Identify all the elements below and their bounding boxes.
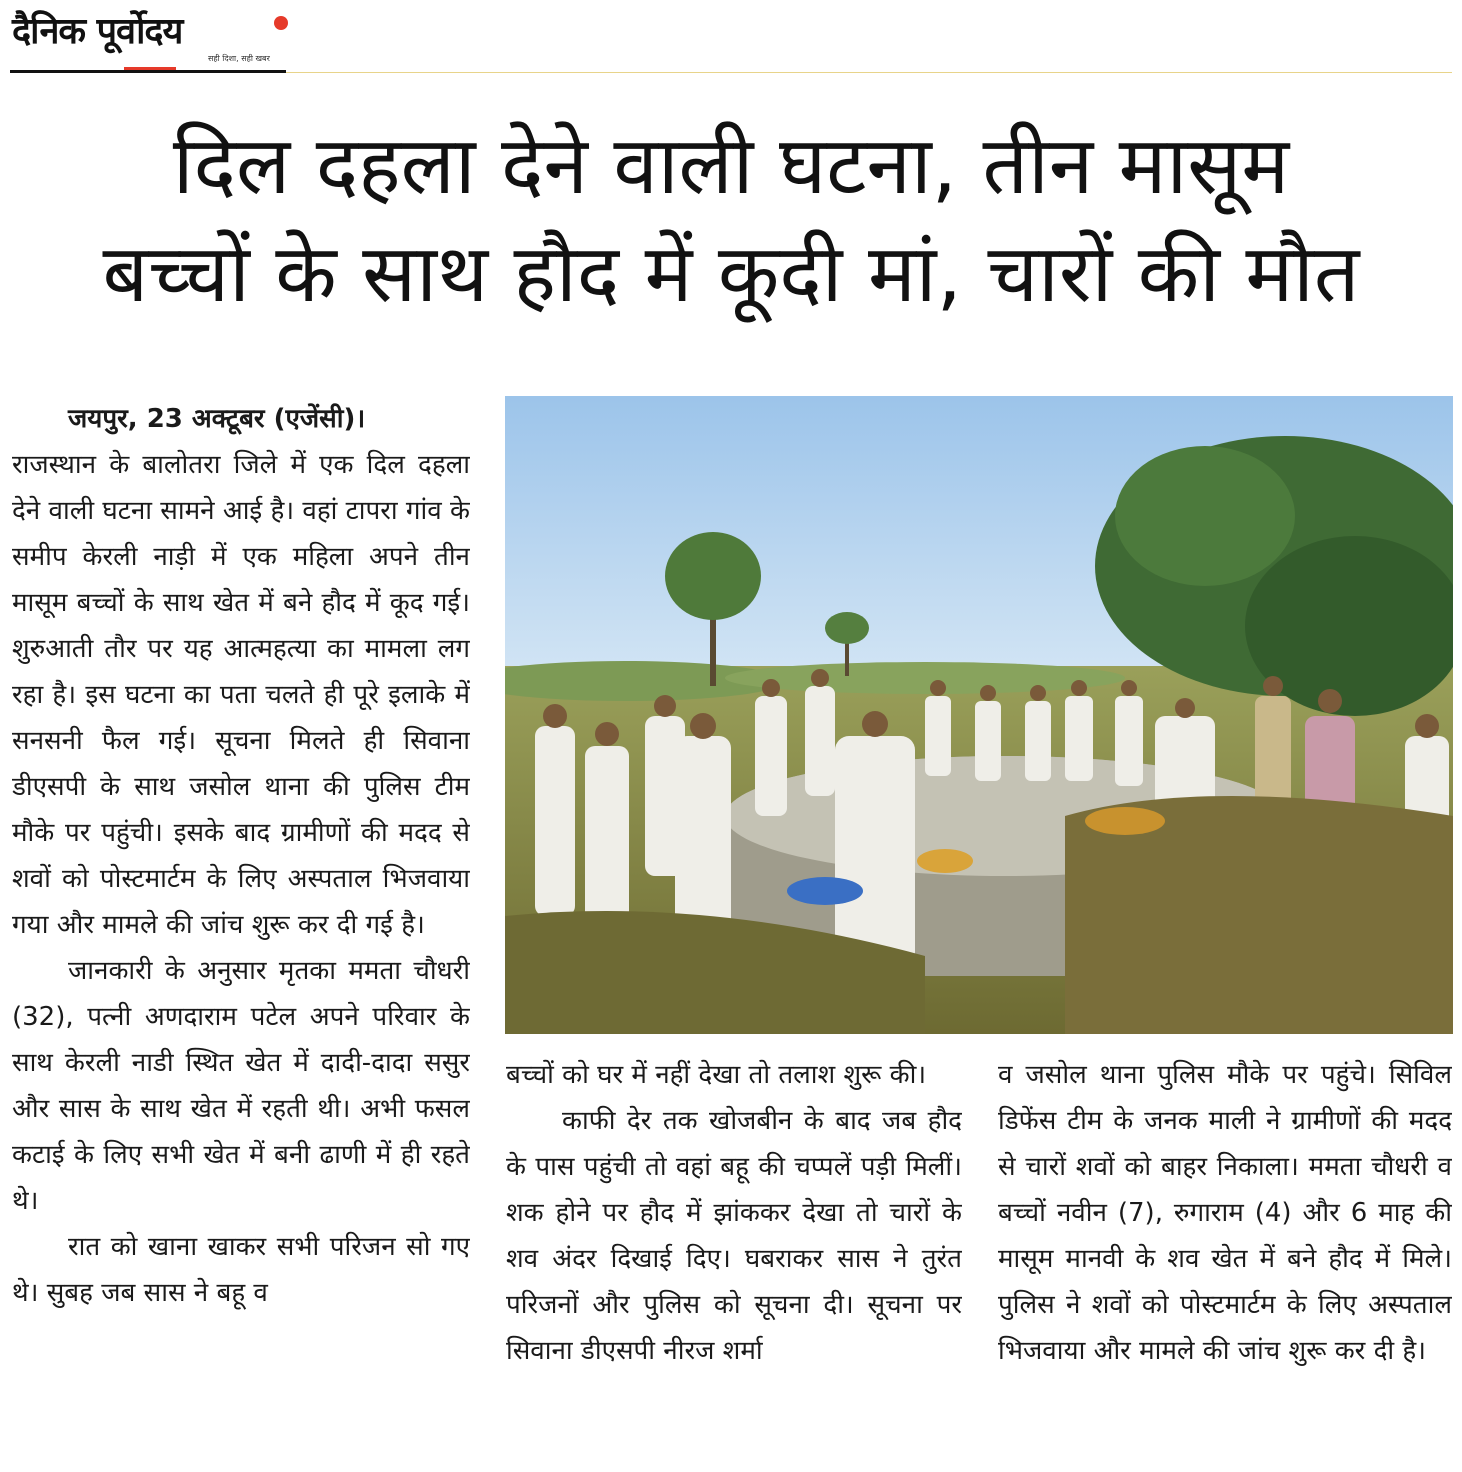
article-paragraph-6: व जसोल थाना पुलिस मौके पर पहुंचे। सिविल डिफेंस टीम के जनक माली ने ग्रामीणों की मदद से चारों शवों को बाहर निकाला। ममता चौधरी व बच्चों नवीन (7), रुगाराम (4) और 6 माह की मासूम मानवी के शव खेत में बने हौद में मिले। पुलिस ने शवों को पोस्टमार्टम के लिए अस्पताल भिजवाया और मामले की जांच शुरू कर दी है। [998, 1060, 1452, 1366]
article-paragraph-2: जानकारी के अनुसार मृतका ममता चौधरी (32), पत्नी अणदाराम पटेल अपने परिवार के साथ केरली नाडी स्थित खेत में दादी-दादा ससुर और सास के साथ खेत में रहती थी। अभी फसल कटाई के लिए सभी खेत में बनी ढाणी में ही रहते थे। [12, 956, 470, 1216]
article-column-left [12, 396, 470, 1466]
article-paragraph-1: राजस्थान के बालोतरा जिले में एक दिल दहला देने वाली घटना सामने आई है। वहां टापरा गांव के समीप केरली नाड़ी में एक महिला अपने तीन मासूम बच्चों के साथ खेत में बने हौद में कूद गई। शुरुआती तौर पर यह आत्महत्या का मामला लग रहा है। इस घटना का पता चलते ही पूरे इलाके में सनसनी फैल गई। सूचना मिलते ही सिवाना डीएसपी के साथ जसोल थाना की पुलिस टीम मौके पर पहुंची। इसके बाद ग्रामीणों की मदद से शवों को पोस्टमार्टम के लिए अस्पताल भिजवाया गया और मामले की जांच शुरू कर दी गई है। [12, 450, 470, 940]
newspaper-masthead [12, 8, 284, 72]
article-column-middle [506, 1052, 962, 1466]
masthead-underline [10, 70, 286, 73]
masthead-tagline: सही दिशा, सही खबर [208, 54, 270, 63]
article-paragraph-5: काफी देर तक खोजबीन के बाद जब हौद के पास पहुंची तो वहां बहू की चप्पलें पड़ी मिलीं। शक होने पर हौद में झांककर देखा तो चारों के शव अंदर दिखाई दिए। घबराकर सास ने तुरंत परिजनों और पुलिस को सूचना दी। सूचना पर सिवाना डीएसपी नीरज शर्मा [506, 1106, 962, 1366]
article-paragraph-3: रात को खाना खाकर सभी परिजन सो गए थे। सुबह जब सास ने बहू व [12, 1232, 470, 1308]
article-dateline: जयपुर, 23 अक्टूबर (एजेंसी)। [68, 404, 366, 434]
headline-line-1: दिल दहला देने वाली घटना, तीन मासूम [172, 119, 1290, 212]
article-column-right [998, 1052, 1452, 1466]
field-scene-image [505, 396, 1453, 1034]
article-dateline-paragraph [12, 396, 470, 442]
header-divider [286, 72, 1452, 73]
masthead-red-dot-icon [274, 16, 288, 30]
article-paragraph-4: बच्चों को घर में नहीं देखा तो तलाश शुरू की। [506, 1060, 927, 1090]
headline-line-2: बच्चों के साथ हौद में कूदी मां, चारों की मौत [102, 227, 1360, 320]
masthead-logo-text: दैनिक पूर्वोदय [12, 11, 183, 52]
article-photo [505, 396, 1453, 1034]
article-headline [0, 112, 1462, 328]
